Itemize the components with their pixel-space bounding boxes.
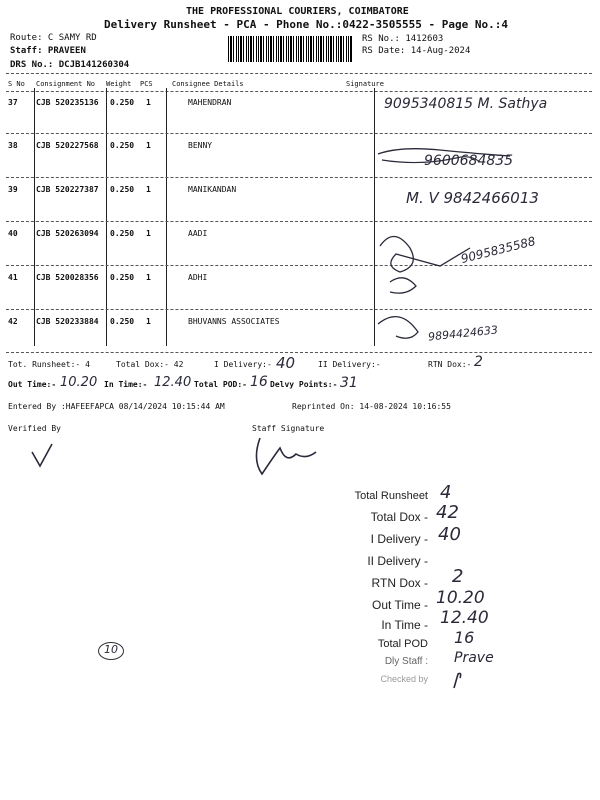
row-consignment: CJB 520235136	[36, 98, 99, 107]
row-weight: 0.250	[110, 185, 135, 194]
company-name: THE PROFESSIONAL COURIERS, COIMBATORE	[186, 6, 409, 17]
stamp-value: 40	[438, 524, 461, 545]
row-consignee: BHUVANNS ASSOCIATES	[188, 317, 280, 326]
handwritten-signature: 9600684835	[424, 153, 514, 169]
row-pcs: 1	[146, 185, 151, 194]
handwritten-signature: M. V 9842466013	[406, 189, 539, 207]
stamp-value: 2	[452, 566, 464, 587]
staff-label: Staff: PRAVEEN	[10, 46, 86, 56]
row-consignee: AADI	[188, 229, 208, 238]
col-pcs: PCS	[140, 80, 153, 88]
row-pcs: 1	[146, 273, 151, 282]
row-weight: 0.250	[110, 141, 135, 150]
stamp-label: Total Runsheet	[354, 490, 428, 502]
page-mark-circle	[98, 642, 124, 660]
row-sno: 42	[8, 317, 18, 326]
row-consignee: ADHI	[188, 273, 208, 282]
row-consignee: BENNY	[188, 141, 213, 150]
stamp-value: Prave	[454, 650, 494, 666]
stamp-label: Out Time -	[371, 598, 428, 612]
rs-date: RS Date: 14-Aug-2024	[362, 46, 471, 56]
route-label: Route: C SAMY RD	[10, 33, 97, 43]
runsheet-title: Delivery Runsheet - PCA - Phone No.:0422-3505555 - Page No.:4	[104, 18, 508, 31]
stamp-label: II Delivery -	[367, 554, 428, 568]
row-pcs: 1	[146, 229, 151, 238]
i-delivery-label: I Delivery:-	[214, 360, 272, 369]
staff-signature-drawing	[24, 430, 344, 490]
rs-number: RS No.: 1412603	[362, 34, 444, 44]
row-consignment: CJB 520227568	[36, 141, 99, 150]
reprinted-on: Reprinted On: 14-08-2024 10:16:55	[292, 402, 451, 411]
stamp-value: 10.20	[436, 588, 485, 608]
row-weight: 0.250	[110, 229, 135, 238]
stamp-label: In Time -	[381, 618, 428, 632]
handwritten-signature: 9095340815 M. Sathya	[384, 96, 548, 112]
delvy-points-label: Delvy Points:-	[270, 380, 338, 389]
page-mark-number: 10	[104, 643, 118, 656]
verified-by: Verified By	[8, 424, 61, 433]
tot-runsheet: Tot. Runsheet:- 4	[8, 360, 90, 369]
divider	[6, 73, 592, 74]
rtn-dox-value: 2	[474, 354, 483, 370]
out-time-label: Out Time:-	[8, 380, 57, 389]
rtn-dox-label: RTN Dox:-	[428, 360, 472, 369]
row-sno: 41	[8, 273, 18, 282]
total-pod-value: 16	[250, 374, 268, 390]
total-pod-label: Total POD:-	[194, 380, 247, 389]
stamp-value: 42	[436, 502, 459, 523]
signature-scribbles	[360, 96, 590, 352]
stamp-label: I Delivery -	[370, 532, 428, 546]
stamp-value: 12.40	[440, 608, 489, 628]
row-sno: 38	[8, 141, 18, 150]
total-dox: Total Dox:- 42	[116, 360, 184, 369]
stamp-label: RTN Dox -	[371, 576, 428, 590]
stamp-label: Total Dox -	[370, 510, 428, 524]
row-consignment: CJB 520233884	[36, 317, 99, 326]
in-time-label: In Time:-	[104, 380, 148, 389]
col-signature: Signature	[346, 80, 384, 88]
row-pcs: 1	[146, 317, 151, 326]
drs-number: DRS No.: DCJB141260304	[10, 60, 130, 70]
row-pcs: 1	[146, 141, 151, 150]
stamp-value: 16	[454, 628, 475, 647]
row-consignment: CJB 520028356	[36, 273, 99, 282]
row-sno: 37	[8, 98, 18, 107]
in-time-value: 12.40	[154, 375, 192, 390]
stamp-value: 4	[440, 482, 452, 503]
out-time-value: 10.20	[60, 375, 98, 390]
ii-delivery-label: II Delivery:-	[318, 360, 381, 369]
handwritten-signature: 9894424633	[427, 323, 499, 344]
row-consignee: MANIKANDAN	[188, 185, 237, 194]
divider	[6, 91, 592, 92]
row-consignment: CJB 520263094	[36, 229, 99, 238]
col-weight: Weight	[106, 80, 132, 88]
stamp-label: Checked by	[380, 674, 428, 684]
row-consignee: MAHENDRAN	[188, 98, 232, 107]
row-weight: 0.250	[110, 98, 135, 107]
divider	[6, 352, 592, 353]
row-sno: 39	[8, 185, 18, 194]
handwritten-signature: 9095835588	[459, 233, 537, 267]
row-weight: 0.250	[110, 317, 135, 326]
barcode	[228, 36, 352, 62]
i-delivery-value: 40	[276, 354, 296, 372]
entered-by: Entered By :HAFEEFAPCA 08/14/2024 10:15:44 AM	[8, 402, 225, 411]
delvy-points-value: 31	[340, 375, 358, 391]
checked-signature	[448, 670, 472, 690]
stamp-label: Total POD	[377, 638, 428, 650]
col-consignee: Consignee Details	[172, 80, 244, 88]
col-consignment: Consignment No	[36, 80, 96, 88]
col-sno: S No	[8, 80, 25, 88]
row-weight: 0.250	[110, 273, 135, 282]
row-sno: 40	[8, 229, 18, 238]
staff-signature-label: Staff Signature	[252, 424, 325, 433]
stamp-label: Dly Staff :	[384, 656, 428, 667]
row-pcs: 1	[146, 98, 151, 107]
row-consignment: CJB 520227387	[36, 185, 99, 194]
